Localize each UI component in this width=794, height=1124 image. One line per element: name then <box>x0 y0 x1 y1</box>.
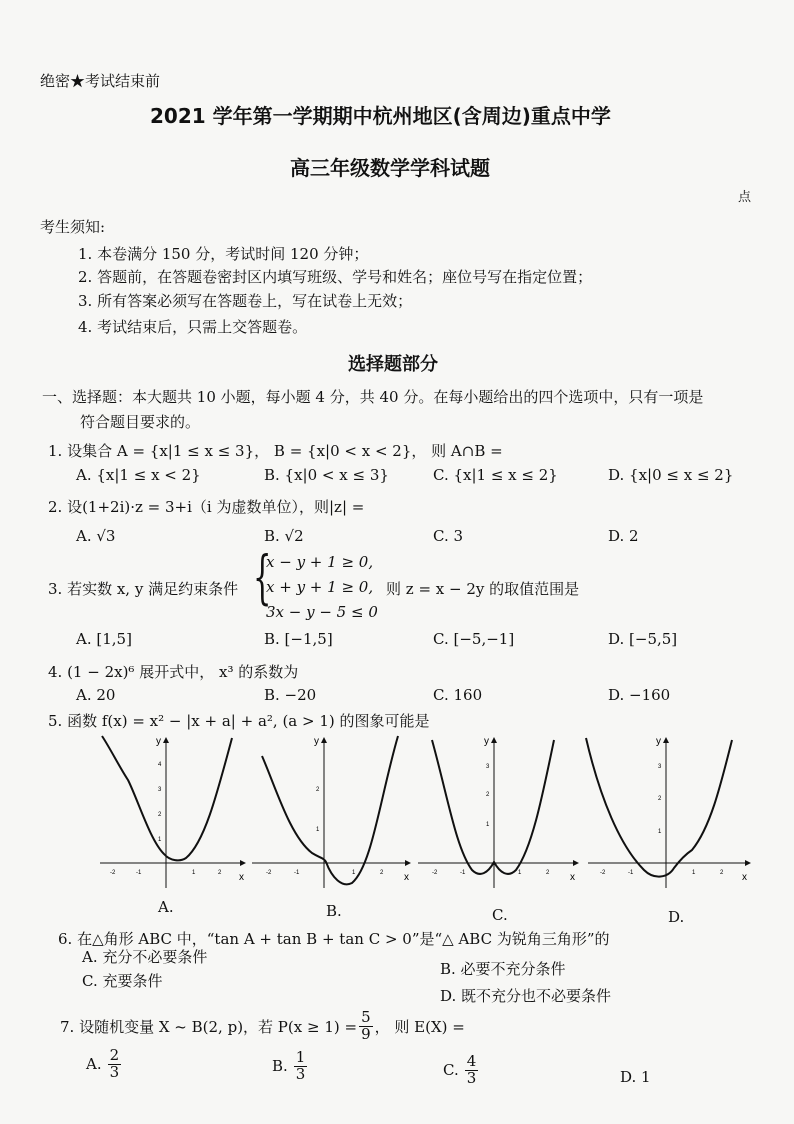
svg-text:2: 2 <box>158 812 162 818</box>
q3-option-a: A. [1,5] <box>76 630 132 648</box>
q7-probability-fraction <box>359 1010 373 1043</box>
q7-stem-post: ， 则 E(X) = <box>374 1017 465 1036</box>
q1-stem: 1. 设集合 A = {x|1 ≤ x ≤ 3}， B = {x|0 < x < 2}， 则 A∩B = <box>48 442 503 460</box>
q5-label-a: A. <box>158 898 174 916</box>
graph-b <box>252 736 410 888</box>
svg-text:4: 4 <box>158 762 162 768</box>
fraction-numerator: 1 <box>295 1048 306 1066</box>
q3-constraint: 3x − y − 5 ≤ 0 <box>266 603 378 621</box>
svg-text:1: 1 <box>352 870 356 876</box>
exam-subtitle: 高三年级数学学科试题 <box>290 156 490 180</box>
svg-text:-2: -2 <box>266 870 272 876</box>
fraction-denominator: 3 <box>295 1064 306 1083</box>
svg-text:y: y <box>156 736 161 747</box>
fraction-denominator: 9 <box>361 1024 371 1043</box>
q5-graphs <box>80 728 760 898</box>
q4-stem: 4. (1 − 2x)⁶ 展开式中， x³ 的系数为 <box>48 663 299 681</box>
graph-c <box>418 736 578 888</box>
q7-option-d: D. 1 <box>620 1068 651 1086</box>
brace-glyph: { <box>253 543 272 611</box>
svg-text:-2: -2 <box>432 870 438 876</box>
graph-a <box>100 736 245 888</box>
q6-stem: 6. 在△角形 ABC 中，“tan A + tan B + tan C > 0”是“△ ABC 为锐角三角形”的 <box>58 930 610 948</box>
q3-constraint: x − y + 1 ≥ 0, <box>266 553 374 571</box>
q2-option-d: D. 2 <box>608 527 639 545</box>
q5-label-d: D. <box>668 908 685 926</box>
q5-label-b: B. <box>326 902 342 920</box>
q3-option-d: D. [−5,5] <box>608 630 678 648</box>
notice-heading: 考生须知: <box>40 218 106 236</box>
svg-text:-1: -1 <box>628 870 634 876</box>
svg-text:1: 1 <box>518 870 522 876</box>
fraction-denominator: 3 <box>466 1068 477 1087</box>
q2-stem: 2. 设(1+2i)·z = 3+i（i 为虚数单位），则|z| = <box>48 498 365 516</box>
q2-option-a: A. √3 <box>76 527 116 545</box>
fraction-numerator: 4 <box>466 1052 477 1070</box>
svg-text:x: x <box>742 872 747 883</box>
svg-text:x: x <box>570 872 575 883</box>
q6-option-c: C. 充要条件 <box>82 972 163 990</box>
svg-text:-1: -1 <box>136 870 142 876</box>
section-intro-cont: 符合题目要求的。 <box>80 413 201 431</box>
q2-option-c: C. 3 <box>433 527 464 545</box>
svg-text:3: 3 <box>486 764 490 770</box>
svg-text:2: 2 <box>380 870 384 876</box>
svg-text:1: 1 <box>658 829 662 835</box>
q4-option-b: B. −20 <box>264 686 317 704</box>
q1-option-d: D. {x|0 ≤ x ≤ 2} <box>608 466 734 484</box>
svg-text:-2: -2 <box>600 870 606 876</box>
q5-label-c: C. <box>492 906 508 924</box>
q7-option-b <box>272 1050 307 1083</box>
q6-option-a: A. 充分不必要条件 <box>82 948 208 966</box>
q7-stem-pre: 7. 设随机变量 X ~ B(2, p)，若 P(x ≥ 1) = <box>60 1017 358 1036</box>
svg-text:y: y <box>314 736 319 747</box>
svg-text:2: 2 <box>546 870 550 876</box>
fraction-numerator: 2 <box>109 1046 120 1064</box>
svg-text:-1: -1 <box>460 870 466 876</box>
svg-text:3: 3 <box>658 764 662 770</box>
svg-text:y: y <box>484 736 489 747</box>
q4-option-c: C. 160 <box>433 686 483 704</box>
confidential-mark: 绝密★考试结束前 <box>40 72 161 90</box>
svg-text:x: x <box>404 872 409 883</box>
svg-text:1: 1 <box>192 870 196 876</box>
notice-item: 1. 本卷满分 150 分，考试时间 120 分钟； <box>78 245 369 263</box>
svg-text:x: x <box>239 872 244 883</box>
svg-text:2: 2 <box>658 796 662 802</box>
q7-option-a <box>86 1048 121 1081</box>
svg-text:1: 1 <box>692 870 696 876</box>
option-fraction <box>465 1054 479 1087</box>
q6-option-d: D. 既不充分也不必要条件 <box>440 987 612 1005</box>
notice-item: 4. 考试结束后，只需上交答题卷。 <box>78 318 308 336</box>
q3-option-b: B. [−1,5] <box>264 630 333 648</box>
exam-title: 2021 学年第一学期期中杭州地区(含周边)重点中学 <box>150 104 611 128</box>
svg-text:1: 1 <box>486 822 490 828</box>
option-letter: A. <box>86 1055 102 1074</box>
svg-text:2: 2 <box>316 787 320 793</box>
fraction-denominator: 3 <box>109 1062 120 1081</box>
q3-stem-pre: 3. 若实数 x, y 满足约束条件 <box>48 580 239 598</box>
q4-option-d: D. −160 <box>608 686 671 704</box>
q1-option-c: C. {x|1 ≤ x ≤ 2} <box>433 466 558 484</box>
section-intro: 一、选择题：本大题共 10 小题，每小题 4 分，共 40 分。在每小题给出的四个选项中，只有一项是 <box>42 388 704 406</box>
svg-text:-1: -1 <box>294 870 300 876</box>
svg-text:3: 3 <box>158 787 162 793</box>
q1-option-b: B. {x|0 < x ≤ 3} <box>264 466 389 484</box>
option-fraction <box>294 1050 308 1083</box>
option-fraction <box>108 1048 122 1081</box>
q5-stem: 5. 函数 f(x) = x² − |x + a| + a², (a > 1) 的图象可能是 <box>48 712 430 730</box>
q2-option-b: B. √2 <box>264 527 304 545</box>
notice-item: 3. 所有答案必须写在答题卷上，写在试卷上无效； <box>78 292 413 310</box>
svg-text:2: 2 <box>720 870 724 876</box>
notice-item: 2. 答题前，在答题卷密封区内填写班级、学号和姓名；座位号写在指定位置； <box>78 268 593 286</box>
svg-text:1: 1 <box>316 827 320 833</box>
option-letter: B. <box>272 1057 288 1076</box>
option-letter: C. <box>443 1061 459 1080</box>
q7-option-c <box>443 1054 478 1087</box>
q1-option-a: A. {x|1 ≤ x < 2} <box>76 466 201 484</box>
svg-text:1: 1 <box>158 837 162 843</box>
section-heading: 选择题部分 <box>348 354 438 375</box>
fraction-numerator: 5 <box>361 1008 371 1026</box>
svg-text:y: y <box>656 736 661 747</box>
q3-constraint: x + y + 1 ≥ 0, <box>266 578 374 596</box>
q3-option-c: C. [−5,−1] <box>433 630 515 648</box>
corner-mark: 点 <box>738 190 752 205</box>
svg-text:2: 2 <box>486 792 490 798</box>
svg-text:-2: -2 <box>110 870 116 876</box>
svg-text:2: 2 <box>218 870 222 876</box>
q6-option-b: B. 必要不充分条件 <box>440 960 566 978</box>
graph-d <box>586 736 750 888</box>
q3-stem-post: 则 z = x − 2y 的取值范围是 <box>386 580 580 598</box>
q4-option-a: A. 20 <box>76 686 116 704</box>
q7-stem <box>60 1010 465 1043</box>
